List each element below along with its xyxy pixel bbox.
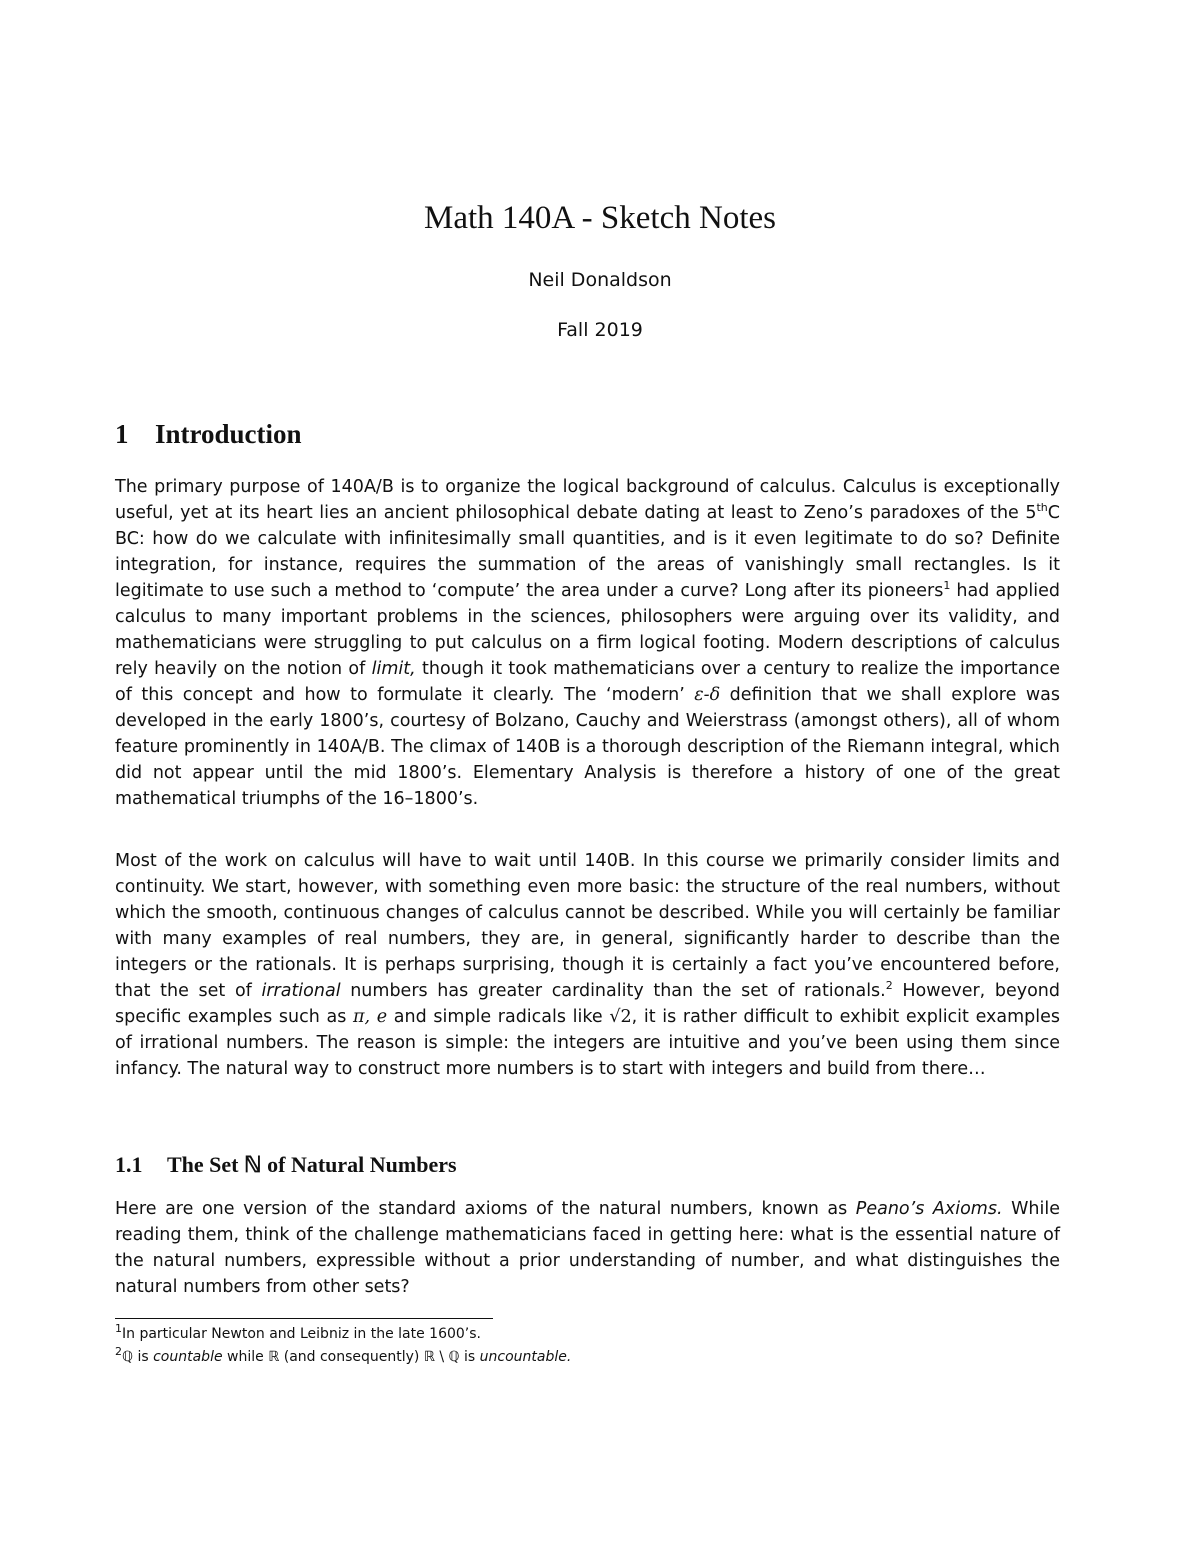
footnote-ref-1[interactable]: 1: [943, 579, 951, 593]
math-sqrt2: √2: [609, 1007, 632, 1027]
text-run: However, beyond specific examples such as: [115, 981, 1061, 1027]
subsection-title: The Set ℕ of Natural Numbers: [167, 1152, 457, 1177]
section-heading-introduction: [115, 416, 302, 452]
text-run: Here are one version of the standard axioms of the natural numbers, known as: [115, 1199, 856, 1219]
emphasis-irrational: irrational: [261, 981, 341, 1001]
text-run: had applied calculus to many important problems in the sciences, philosophers were arguing over its validity, and mathematicians were struggling to put calculus on a firm logical footing. Modern descriptions of calculus rely heavily on the notion of: [115, 581, 1061, 679]
footnote-text: while ℝ (and consequently) ℝ \ ℚ is: [222, 1349, 480, 1365]
text-run: definition that we shall explore was developed in the early 1800’s, courtesy of Bolzano, Cauchy and Weierstrass (amongst others), all of whom feature prominently in 140A/B. The climax of 140B is a thorough description of the Riemann integral, which did not appear until the mid 1800’s. Elementary Analysis is therefore a history of one of the great mathematical triumphs of the 16–1800’s.: [115, 685, 1061, 809]
text-run: though it took mathematicians over a century to realize the importance of this concept and how to formulate it clearly. The ‘modern’: [115, 659, 1060, 705]
emphasis-limit: limit,: [371, 659, 416, 679]
text-run: While reading them, think of the challenge mathematicians faced in getting here: what is the essential nature of the natural numbers, expressible without a prior understanding of number, and what distinguishes the natural numbers from other sets?: [115, 1199, 1060, 1297]
subsection-number: 1.1: [115, 1152, 143, 1177]
text-run: The primary purpose of 140A/B is to organize the logical background of calculus. Calculus is exceptionally useful, yet at its heart lies an ancient philosophical debate dating at least to Zeno’s paradoxes of the 5: [115, 477, 1060, 523]
text-run: , it is rather difficult to exhibit explicit examples of irrational numbers. The reason is simple: the integers are intuitive and you’ve been using them since infancy. The natural way to construct more numbers is to start with integers and build from there…: [115, 1007, 1061, 1079]
math-epsilon-delta: ε-δ: [694, 685, 721, 705]
section-number: 1: [115, 419, 129, 449]
emphasis-peano: Peano’s Axioms.: [855, 1199, 1003, 1219]
superscript-th: th: [1036, 501, 1048, 515]
text-run: Most of the work on calculus will have to wait until 140B. In this course we primarily consider limits and continuity. We start, however, with something even more basic: the structure of the real numbers, without which the smooth, continuous changes of calculus cannot be described. While you will certainly be familiar with many examples of real numbers, they are, in general, significantly harder to describe than the integers or the rationals. It is perhaps surprising, though it is certainly a fact you’ve encountered before, that the set of: [115, 851, 1060, 1001]
emphasis-uncountable: uncountable.: [479, 1349, 572, 1365]
footnote-text: In particular Newton and Leibniz in the late 1600’s.: [122, 1326, 481, 1342]
text-run: C BC: how do we calculate with infinitesimally small quantities, and is it even legitimate to do so? Definite integration, for instance, requires the summation of the areas of vanishingly small rectangles. Is it legitimate to use such a method to ‘compute’ the area under a curve? Long after its pioneers: [115, 503, 1060, 601]
text-run: and simple radicals like: [387, 1007, 610, 1027]
footnote-text: ℚ is: [122, 1349, 154, 1365]
document-title: Math 140A - Sketch Notes: [424, 200, 776, 236]
footnote-ref-2[interactable]: 2: [885, 979, 893, 993]
paragraph-intro-1: [115, 474, 1060, 812]
footnote-rule: [115, 1318, 493, 1319]
subsection-heading-natural-numbers: [115, 1150, 457, 1180]
paragraph-peano: [115, 1196, 1060, 1300]
document-author: Neil Donaldson: [528, 269, 672, 291]
section-title: Introduction: [155, 419, 302, 449]
math-pi-e: π, e: [353, 1007, 388, 1027]
document-date: Fall 2019: [557, 319, 643, 341]
emphasis-countable: countable: [153, 1349, 223, 1365]
footnote-1: $^1$In particular Newton and Leibniz in the late 1600’s.: [115, 1322, 481, 1342]
text-run: numbers has greater cardinality than the set of rationals.: [340, 981, 886, 1001]
paragraph-intro-2: [115, 848, 1060, 1082]
footnote-2: $^2$ℚ is countable while ℝ (and consequently) ℝ \ ℚ is uncountable.: [115, 1345, 572, 1365]
